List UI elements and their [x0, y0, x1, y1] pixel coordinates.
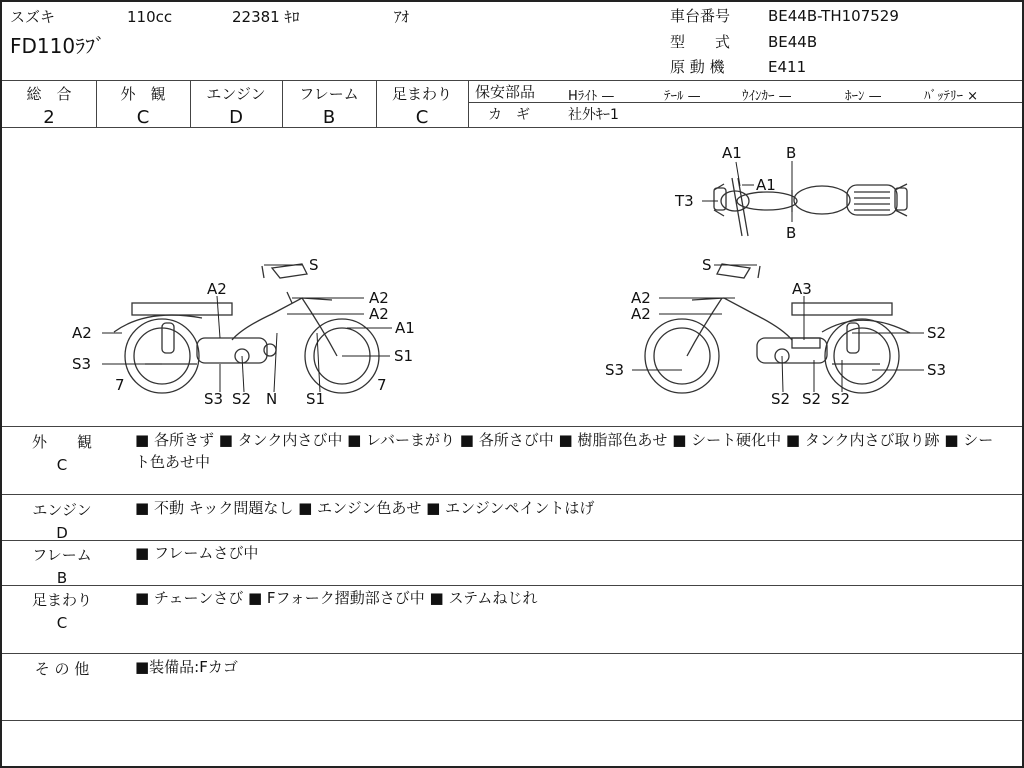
top-label-a1b: A1 [756, 176, 776, 194]
section-suspension-title: 足まわり C [31, 591, 92, 632]
engine-value: E411 [768, 58, 807, 76]
section-exterior-text: ■ 各所きず ■ タンク内さび中 ■ レバーまがり ■ 各所さび中 ■ 樹脂部色あせ ■ シート硬化中 ■ タンク内さび取り跡 ■ シート色あせ中 [135, 431, 994, 471]
safety-item-tail: ﾃｰﾙ — [664, 89, 701, 104]
section-other-title: そ の 他 [34, 660, 90, 678]
right-label-s3-left: S3 [605, 361, 625, 379]
safety-item-winker: ｳｲﾝｶｰ — [742, 89, 792, 104]
damage-diagram [2, 128, 1022, 426]
section-other-text: ■装備品:Fカゴ [135, 658, 238, 676]
top-view-drawing [714, 178, 907, 236]
left-label-b-s1: S1 [306, 390, 326, 408]
key-label: カ ギ [488, 107, 530, 123]
section-engine-title: エンジン D [32, 501, 92, 542]
left-label-a1: A1 [395, 319, 415, 337]
left-label-b-n: N [266, 390, 278, 408]
section-frame-text: ■ フレームさび中 [135, 544, 259, 562]
type-value: BE44B [768, 33, 818, 51]
right-side-drawing [645, 264, 910, 393]
type-label: 型 式 [670, 33, 731, 51]
left-label-s: S [309, 256, 319, 274]
frame-no: BE44B-TH107529 [768, 7, 899, 25]
left-label-a2-top: A2 [207, 280, 227, 298]
right-label-s3-right: S3 [927, 361, 947, 379]
left-label-seven-l: 7 [115, 376, 125, 394]
right-label-s2-right: S2 [927, 324, 947, 342]
key-value: 社外ｷｰ1 [568, 107, 619, 123]
model-name: FD110ﾗﾌﾞ [10, 34, 106, 58]
left-label-a2-r2: A2 [369, 305, 389, 323]
frame-no-label: 車台番号 [670, 7, 731, 25]
left-label-b-s2: S2 [232, 390, 252, 408]
right-label-s: S [702, 256, 712, 274]
right-label-b-s2a: S2 [771, 390, 791, 408]
maker: スズキ [10, 8, 56, 26]
section-suspension-text: ■ チェーンさび ■ Fフォーク摺動部さび中 ■ ステムねじれ [135, 589, 538, 607]
engine-label: 原 動 機 [670, 58, 725, 76]
section-frame-title: フレーム B [32, 546, 92, 587]
right-label-a2-2: A2 [631, 305, 651, 323]
top-label-b-top: B [786, 144, 797, 162]
grade-overall: 総 合 2 [26, 85, 72, 128]
right-label-b-s2c: S2 [831, 390, 851, 408]
grade-suspension: 足まわり C [391, 85, 452, 128]
grade-engine: エンジン D [206, 85, 266, 128]
top-label-a1a: A1 [722, 144, 742, 162]
displacement: 110cc [127, 8, 173, 26]
left-label-a2-r1: A2 [369, 289, 389, 307]
grade-exterior: 外 観 C [120, 85, 166, 128]
left-side-drawing [114, 264, 379, 393]
body-color: ｱｵ [394, 8, 410, 26]
right-label-a2-1: A2 [631, 289, 651, 307]
top-label-b-bottom: B [786, 224, 797, 242]
safety-item-headlight: Hﾗｲﾄ — [568, 89, 615, 104]
section-exterior-title: 外 観 C [31, 433, 92, 474]
safety-item-battery: ﾊﾞｯﾃﾘｰ × [924, 89, 979, 104]
right-label-a3: A3 [792, 280, 812, 298]
section-engine-text: ■ 不動 キック問題なし ■ エンジン色あせ ■ エンジンペイントはげ [135, 499, 595, 517]
left-label-a2-left: A2 [72, 324, 92, 342]
safety-label: 保安部品 [475, 83, 536, 101]
left-label-seven-r: 7 [377, 376, 387, 394]
left-label-s3-left: S3 [72, 355, 92, 373]
top-label-t3: T3 [675, 192, 694, 210]
mileage: 22381 ｷﾛ [232, 8, 300, 26]
left-label-b-s3: S3 [204, 390, 224, 408]
left-label-s1-right: S1 [394, 347, 414, 365]
right-label-b-s2b: S2 [802, 390, 822, 408]
grade-frame: フレーム B [299, 85, 359, 128]
safety-item-horn: ﾎｰﾝ — [845, 89, 882, 104]
